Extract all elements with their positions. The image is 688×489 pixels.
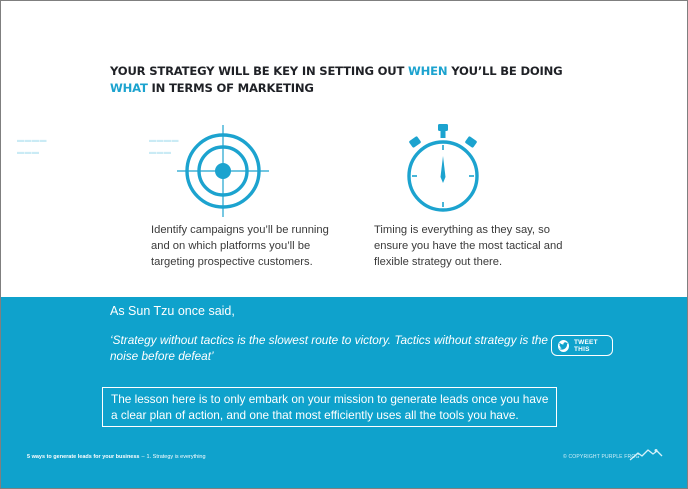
twitter-icon	[558, 340, 569, 352]
lesson-text: The lesson here is to only embark on your mission to generate leads once you have a clear plan of action, and one that most efficiently uses all the tools you have.	[111, 392, 549, 422]
headline-highlight-what: WHAT	[110, 81, 148, 95]
page-headline: YOUR STRATEGY WILL BE KEY IN SETTING OUT WHEN YOU’LL BE DOING WHAT IN TERMS OF MARKETING	[110, 64, 563, 95]
footer-separator: –	[141, 454, 145, 460]
sun-tzu-quote: ‘Strategy without tactics is the slowest route to victory. Tactics without strategy is the noise before defeat’	[110, 333, 548, 363]
faded-background-mark: ▬▬▬▬ ▬▬▬	[17, 137, 47, 156]
tweet-this-label: TWEET THIS	[574, 338, 598, 353]
quote-band	[1, 297, 687, 488]
target-icon	[177, 125, 269, 217]
footer-section-title	[27, 454, 206, 460]
headline-highlight-when: WHEN	[408, 64, 448, 78]
content-area	[1, 1, 687, 297]
frog-logo-icon	[629, 447, 663, 461]
footer-section-name: 1. Strategy is everything	[146, 454, 206, 460]
campaigns-description: Identify campaigns you’ll be running and on which platforms you’ll be targeting prospective customers.	[151, 224, 329, 268]
stopwatch-icon	[401, 121, 485, 215]
lesson-callout	[102, 387, 557, 427]
footer-guide-title: 5 ways to generate leads for your business	[27, 454, 140, 460]
timing-description: Timing is everything as they say, so ensure you have the most tactical and flexible strategy out there.	[374, 224, 563, 268]
footer-copyright: © COPYRIGHT PURPLE FROG	[563, 454, 640, 460]
quote-intro: As Sun Tzu once said,	[110, 304, 235, 318]
tweet-this-button[interactable]	[551, 335, 613, 356]
faded-background-mark: ▬▬▬▬ ▬▬▬	[149, 137, 179, 156]
